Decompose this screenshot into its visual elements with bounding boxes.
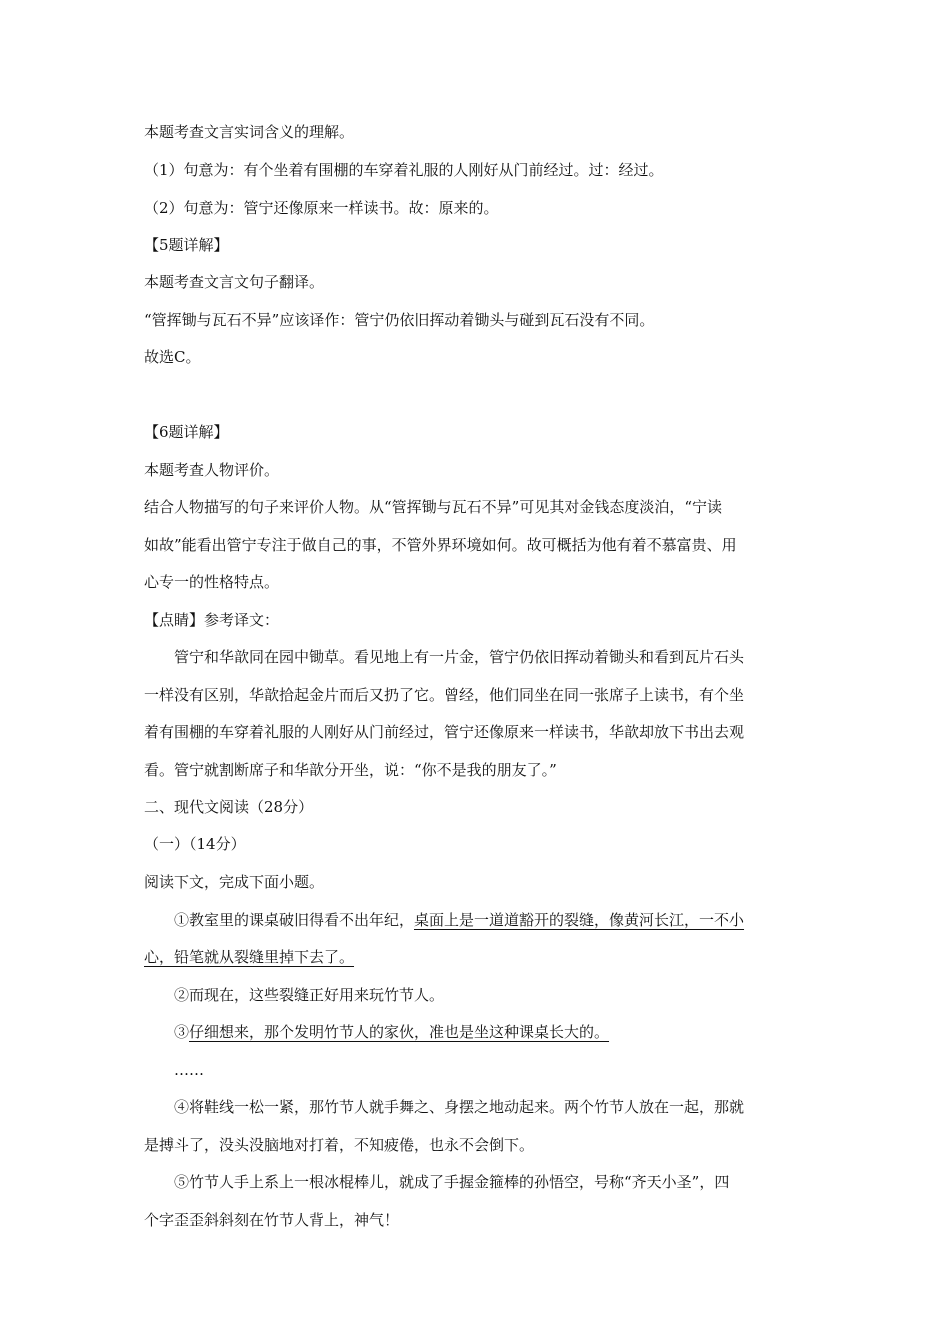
q6-para-line-3: 心专一的性格特点。 (144, 573, 280, 591)
q4-intro: 本题考查文言实词含义的理解。 (144, 123, 355, 141)
translation-line-1: 管宁和华歆同在园中锄草。看见地上有一片金，管宁仍依旧挥动着锄头和看到瓦片石头 (174, 648, 745, 666)
part-2-instruction: 阅读下文，完成下面小题。 (144, 873, 325, 891)
part-2-title: 二、现代文阅读（28分） (144, 798, 314, 816)
passage-p3-underlined: 仔细想来，那个发明竹节人的家伙，准也是坐这种课桌长大的。 (189, 1023, 610, 1041)
passage-paragraph-3 (144, 1022, 810, 1042)
passage-p1-underlined-a: 桌面上是一道道豁开的裂缝，像黄河长江，一不小 (414, 911, 745, 929)
translation-line-4: 看。管宁就割断席子和华歆分开坐，说：“你不是我的朋友了。” (144, 761, 557, 779)
translation-line-3: 着有围棚的车穿着礼服的人刚好从门前经过，管宁还像原来一样读书，华歆却放下书出去观 (144, 723, 745, 741)
passage-p3-number: ③ (174, 1023, 190, 1041)
passage-paragraph-1-line-2 (144, 947, 810, 967)
q6-para-line-1: 结合人物描写的句子来评价人物。从“管挥锄与瓦石不异”可见其对金钱态度淡泊，“宁读 (144, 498, 723, 516)
q5-header: 【5题详解】 (144, 236, 229, 254)
q4-item-1: （1）句意为：有个坐着有围棚的车穿着礼服的人刚好从门前经过。过：经过。 (144, 161, 664, 179)
passage-paragraph-4-line-2: 是搏斗了，没头没脑地对打着，不知疲倦，也永不会倒下。 (144, 1136, 535, 1154)
q5-detail: “管挥锄与瓦石不异”应该译作：管宁仍依旧挥动着锄头与碰到瓦石没有不同。 (144, 311, 655, 329)
translation-line-2: 一样没有区别，华歆拾起金片而后又扔了它。曾经，他们同坐在同一张席子上读书，有个坐 (144, 686, 745, 704)
passage-paragraph-2: ②而现在，这些裂缝正好用来玩竹节人。 (174, 986, 445, 1004)
passage-paragraph-5-line-2: 个字歪歪斜斜刻在竹节人背上，神气！ (144, 1211, 400, 1229)
passage-paragraph-1-line-1 (144, 910, 810, 930)
passage-ellipsis: …… (174, 1061, 204, 1079)
q6-header: 【6题详解】 (144, 423, 229, 441)
q5-answer: 故选C。 (144, 348, 201, 366)
q4-item-2: （2）句意为：管宁还像原来一样读书。故：原来的。 (144, 199, 499, 217)
passage-p1-underlined-b: 心，铅笔就从裂缝里掉下去了。 (144, 948, 355, 966)
passage-paragraph-4-line-1: ④将鞋线一松一紧，那竹节人就手舞之、身摆之地动起来。两个竹节人放在一起，那就 (174, 1098, 745, 1116)
translation-header: 【点睛】参考译文： (144, 611, 280, 629)
q6-intro: 本题考查人物评价。 (144, 461, 280, 479)
q5-intro: 本题考查文言文句子翻译。 (144, 273, 325, 291)
passage-p1-plain: ①教室里的课桌破旧得看不出年纪， (174, 911, 415, 929)
part-2-subsection: （一）（14分） (144, 835, 246, 853)
q6-para-line-2: 如故”能看出管宁专注于做自己的事，不管外界环境如何。故可概括为他有着不慕富贵、用 (144, 536, 737, 554)
passage-paragraph-5-line-1: ⑤竹节人手上系上一根冰棍棒儿，就成了手握金箍棒的孙悟空，号称“齐天小圣”，四 (174, 1173, 730, 1191)
